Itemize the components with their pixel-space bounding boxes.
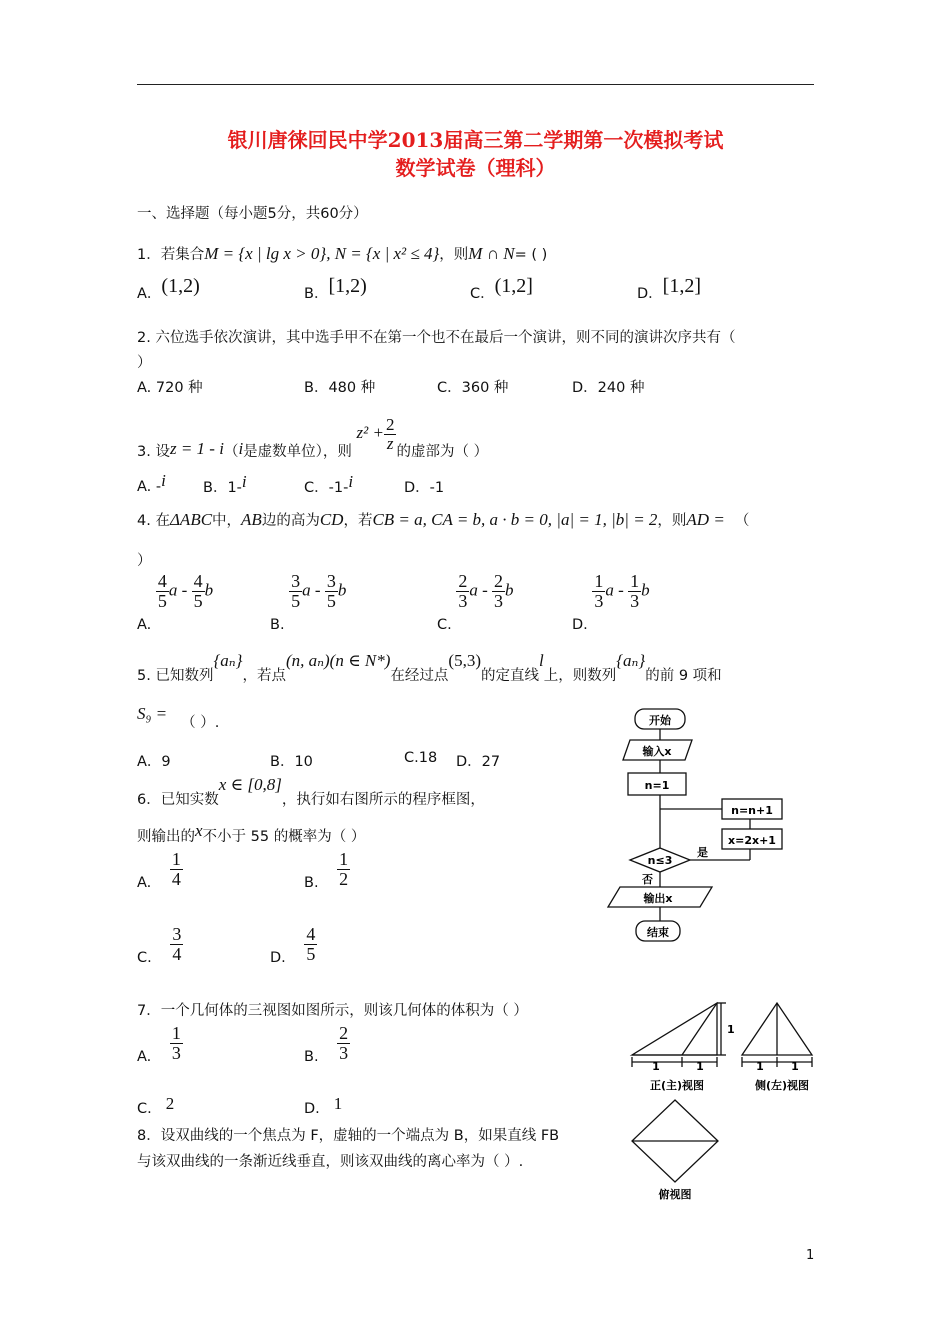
dim-label-c: 1 — [756, 1060, 764, 1073]
question-8-line1: 8．设双曲线的一个焦点为 F，虚轴的一个端点为 B，如果直线 FB — [137, 1128, 560, 1144]
q1-set-m: M = {x | lg x > 0} — [204, 244, 327, 263]
flow-update-label: x=2x+1 — [728, 834, 776, 847]
flow-start-label: 开始 — [649, 714, 671, 727]
q4-condition: CB = a, CA = b, a · b = 0 — [372, 510, 548, 529]
q5-point: (n, aₙ)(n ∈ N*) — [285, 651, 391, 670]
front-view-label: 正(主)视图 — [649, 1079, 705, 1092]
q7-option-a: A. $\frac{1}{3}$ — [137, 1023, 181, 1066]
question-4: 4. 在ΔABC中，AB边的高为CD，若CB = a, CA = b, a · b = 0, |a| = 1, |b| = 2，则AD = （ — [137, 510, 750, 529]
flow-output-label: 输出x — [643, 892, 673, 905]
q7-option-b: B. $\frac{2}{3}$ — [304, 1023, 349, 1066]
q1-option-b: B．[1,2) — [304, 275, 367, 302]
q1-option-c: C．(1,2] — [470, 275, 533, 302]
q4-option-b: B. $\frac{3}{5}$ a - $\frac{3}{5}$ b — [270, 571, 347, 634]
top-view-label: 俯视图 — [658, 1188, 692, 1201]
q3-expr: z² + — [356, 423, 384, 443]
question-8-line2: 与该双曲线的一条渐近线垂直，则该双曲线的离心率为（ ）. — [137, 1154, 524, 1170]
question-4-close: ） — [137, 553, 152, 569]
three-views-figure — [620, 995, 820, 1205]
flow-no-label: 否 — [642, 873, 653, 886]
q1-option-d: D．[1,2] — [637, 275, 701, 302]
q5-option-c: C.18 — [404, 750, 438, 766]
q5-option-b: B．10 — [270, 754, 313, 770]
dim-label-b: 1 — [696, 1060, 704, 1073]
q2-option-a: A. 720 种 — [137, 380, 203, 396]
flow-inc-label: n=n+1 — [731, 804, 773, 817]
q3-option-c: C．-1-i — [304, 472, 354, 496]
section-heading: 一、选择题（每小题5分，共60分） — [137, 206, 368, 222]
question-7: 7．一个几何体的三视图如图所示，则该几何体的体积为（ ） — [137, 1003, 528, 1019]
q2-option-b: B．480 种 — [304, 380, 376, 396]
q3-option-d: D．-1 — [404, 480, 445, 496]
dim-label-d: 1 — [791, 1060, 799, 1073]
question-3: 3. 设z = 1 - i（i是虚数单位），则 z² + $\frac{2}{z}$ 的虚部为（ ） — [137, 415, 489, 461]
q1-then: ，则 — [439, 247, 469, 263]
q6-option-c: C. $\frac{3}{4}$ — [137, 924, 182, 967]
question-2: 2. 六位选手依次演讲，其中选手甲不在第一个也不在最后一个演讲，则不同的演讲次序共有（ — [137, 330, 736, 346]
q1-set-n: , N = {x | x² ≤ 4} — [326, 244, 440, 263]
flow-yes-label: 是 — [697, 846, 708, 859]
dim-label-a: 1 — [652, 1060, 660, 1073]
q6-domain: x ∈ [0,8] — [218, 775, 282, 794]
dim-label-height: 1 — [727, 1023, 735, 1036]
q2-option-d: D．240 种 — [572, 380, 645, 396]
header-rule — [137, 84, 814, 85]
flow-init-label: n=1 — [644, 779, 670, 792]
question-5: 5. 已知数列{aₙ}，若点(n, aₙ)(n ∈ N*)在经过点(5,3)的定直线l上，则数列{aₙ}的前 9 项和 — [137, 651, 722, 684]
exam-subtitle: 数学试卷（理科） — [395, 156, 556, 180]
q1-option-a: A．(1,2) — [137, 275, 200, 302]
q1-expr: M ∩ N — [468, 244, 515, 263]
q1-tail: = ( ) — [514, 247, 548, 263]
front-view-shape — [632, 1003, 717, 1055]
q6-option-d: D. $\frac{4}{5}$ — [270, 924, 316, 967]
flow-cond-label: n≤3 — [647, 854, 673, 867]
q7-option-d: D. 1 — [304, 1094, 343, 1117]
flow-input-label: 输入x — [642, 745, 672, 758]
question-5-sum: S₉ = （ ）. — [137, 704, 220, 731]
page-number: 1 — [806, 1248, 815, 1263]
q5-option-a: A．9 — [137, 754, 171, 770]
exam-title: 银川唐徕回民中学2013届高三第二学期第一次模拟考试 — [227, 128, 724, 152]
q4-option-c: C. $\frac{2}{3}$ a - $\frac{2}{3}$ b — [437, 571, 514, 634]
flow-end-label: 结束 — [647, 926, 669, 939]
q3-option-b: B．1-i — [203, 472, 247, 496]
flowchart-figure — [600, 705, 800, 945]
q2-option-c: C．360 种 — [437, 380, 509, 396]
q4-option-d: D. $\frac{1}{3}$ a - $\frac{1}{3}$ b — [572, 571, 650, 634]
q3-z: z = 1 - i — [169, 439, 224, 459]
question-6-line2: 则输出的x不小于 55 的概率为（ ） — [137, 821, 366, 845]
q4-option-a: A. $\frac{4}{5}$ a - $\frac{4}{5}$ b — [137, 571, 214, 634]
question-6: 6．已知实数x ∈ [0,8]，执行如右图所示的程序框图， — [137, 775, 485, 808]
side-view-label: 侧(左)视图 — [754, 1079, 810, 1092]
q1-number: 1．若集合 — [137, 247, 205, 263]
question-1 — [137, 243, 547, 264]
q6-option-b: B. $\frac{1}{2}$ — [304, 849, 349, 892]
q6-option-a: A. $\frac{1}{4}$ — [137, 849, 181, 892]
q3-option-a: A. -i — [137, 471, 166, 495]
q7-option-c: C. 2 — [137, 1094, 175, 1117]
q5-option-d: D．27 — [456, 754, 501, 770]
question-2-close: ） — [137, 355, 152, 371]
